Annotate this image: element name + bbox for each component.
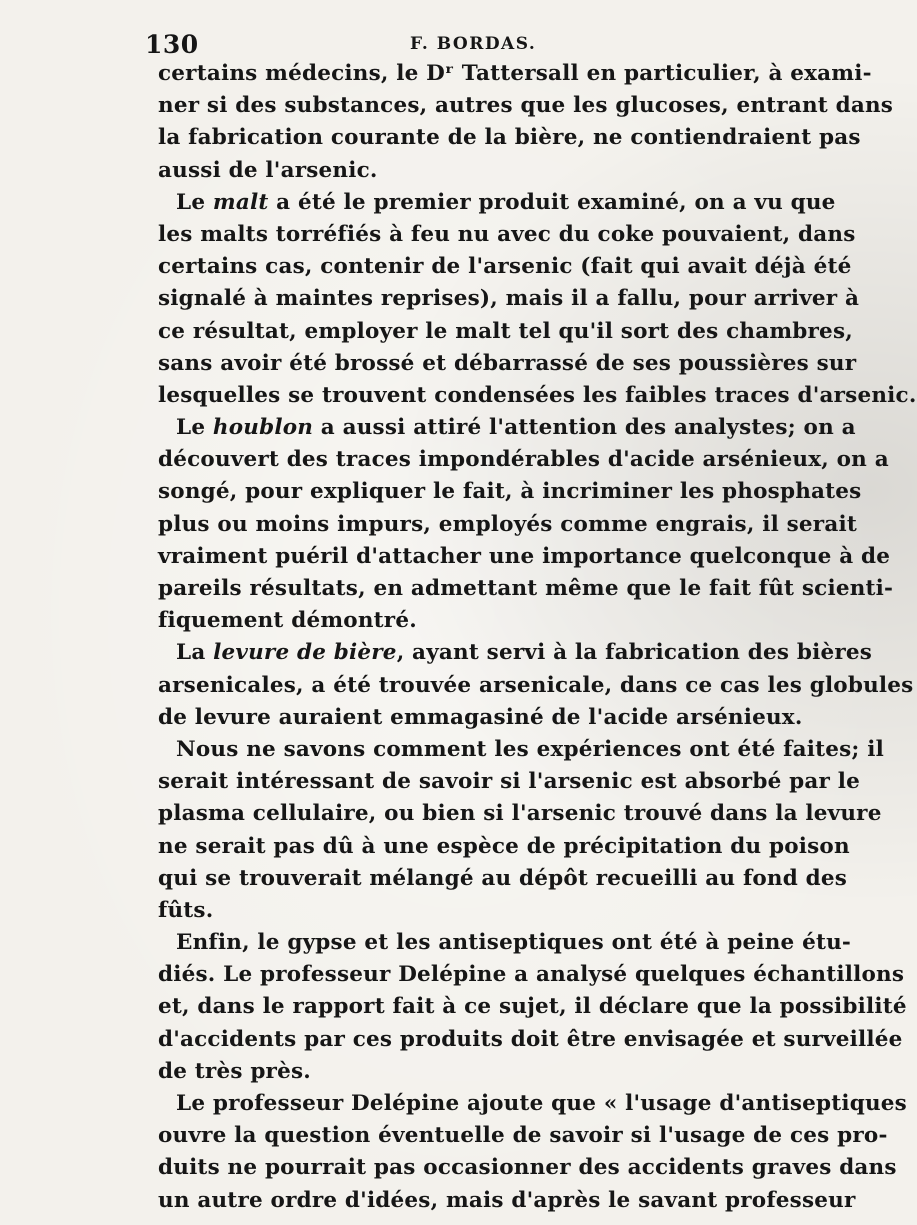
text-line	[158, 991, 907, 1023]
text-line	[158, 1152, 897, 1184]
text-line	[158, 316, 853, 348]
text-run: les malts torréfiés à feu nu avec du coke pouvaient, dans	[158, 221, 856, 247]
italic-term: levure de bière	[213, 640, 397, 666]
text-line	[158, 831, 850, 863]
text-line	[158, 573, 894, 605]
text-line	[158, 380, 917, 412]
text-run: a aussi attiré l'attention des analystes; on a	[313, 415, 856, 441]
text-line	[158, 348, 857, 380]
text-run: diés. Le professeur Delépine a analysé quelques échantillons	[158, 962, 905, 988]
text-line	[158, 863, 848, 895]
text-run: et, dans le rapport fait à ce sujet, il déclare que la possibilité	[158, 994, 907, 1020]
text-line	[158, 637, 873, 669]
text-run: serait intéressant de savoir si l'arsenic est absorbé par le	[158, 769, 860, 795]
text-run: ce résultat, employer le malt tel qu'il sort des chambres,	[158, 318, 853, 344]
text-line	[158, 187, 836, 219]
text-line	[158, 476, 862, 508]
text-run: certains cas, contenir de l'arsenic (fait qui avait déjà été	[158, 254, 852, 280]
running-head: F. BORDAS.	[410, 34, 537, 54]
text-line	[158, 444, 889, 476]
text-line	[158, 122, 861, 154]
text-run: ne serait pas dû à une espèce de précipitation du poison	[158, 833, 850, 859]
text-line	[158, 1024, 903, 1056]
text-run: fiquement démontré.	[158, 608, 417, 634]
text-line	[158, 58, 872, 90]
text-line	[158, 251, 852, 283]
page-number: 130	[145, 30, 199, 59]
text-run: plus ou moins impurs, employés comme engrais, il serait	[158, 511, 857, 537]
text-run: certains médecins, le Dʳ Tattersall en particulier, à exami-	[158, 61, 872, 86]
text-line	[158, 702, 803, 734]
text-run: lesquelles se trouvent condensées les faibles traces d'arsenic.	[158, 382, 917, 408]
text-line	[158, 155, 768, 187]
text-run: a été le premier produit examiné, on a vu que	[268, 189, 836, 215]
text-line	[158, 541, 891, 573]
text-run: Nous ne savons comment les expériences ont été faites; il	[176, 736, 884, 762]
text-line	[158, 412, 856, 444]
text-run: sans avoir été brossé et débarrassé de ses poussières sur	[158, 350, 857, 376]
text-line	[158, 798, 882, 830]
text-run: , ayant servi à la fabrication des bières	[396, 640, 873, 666]
text-run: découvert des traces impondérables d'acide arsénieux, on a	[158, 447, 889, 473]
text-line	[158, 1088, 907, 1120]
text-line	[158, 670, 914, 702]
text-run: ouvre la question éventuelle de savoir si l'usage de ces pro-	[158, 1123, 888, 1149]
text-run: signalé à maintes reprises), mais il a fallu, pour arriver à	[158, 286, 860, 312]
text-run: d'accidents par ces produits doit être envisagée et surveillée	[158, 1026, 903, 1052]
text-line	[158, 734, 884, 766]
text-line	[158, 283, 860, 315]
text-run: un autre ordre d'idées, mais d'après le savant professeur	[158, 1187, 856, 1213]
text-run: Le	[176, 415, 213, 441]
text-run: la fabrication courante de la bière, ne contiendraient pas	[158, 125, 861, 151]
text-run: songé, pour expliquer le fait, à incriminer les phosphates	[158, 479, 862, 505]
text-line	[158, 1120, 888, 1152]
text-line	[158, 509, 857, 541]
text-line	[158, 219, 856, 251]
text-run: pareils résultats, en admettant même que le fait fût scienti-	[158, 576, 894, 601]
text-line	[158, 1185, 856, 1217]
text-run: La	[176, 640, 214, 666]
text-run: Le	[176, 189, 213, 215]
text-run: plasma cellulaire, ou bien si l'arsenic trouvé dans la levure	[158, 801, 882, 827]
text-run: aussi de l'arsenic.	[158, 157, 378, 183]
italic-term: houblon	[212, 415, 314, 441]
text-line	[158, 605, 768, 637]
text-run: arsenicales, a été trouvée arsenicale, dans ce cas les globules	[158, 672, 914, 698]
text-line	[158, 766, 860, 798]
text-run: fûts.	[158, 897, 214, 923]
text-run: vraiment puéril d'attacher une importance quelconque à de	[158, 543, 891, 569]
text-run: ner si des substances, autres que les glucoses, entrant dans	[158, 93, 894, 119]
body-text	[158, 58, 917, 1217]
text-run: de très près.	[158, 1058, 311, 1084]
text-line	[158, 895, 768, 927]
text-run: qui se trouverait mélangé au dépôt recueilli au fond des	[158, 865, 848, 891]
text-line	[158, 927, 852, 959]
text-line	[158, 1056, 768, 1088]
text-run: duits ne pourrait pas occasionner des accidents graves dans	[158, 1155, 897, 1181]
text-run: Le professeur Delépine ajoute que « l'usage d'antiseptiques	[176, 1091, 907, 1116]
text-run: de levure auraient emmagasiné de l'acide arsénieux.	[158, 704, 803, 730]
text-run: Enfin, le gypse et les antiseptiques ont été à peine étu-	[176, 930, 852, 956]
text-line	[158, 90, 894, 122]
italic-term: malt	[212, 189, 269, 215]
text-line	[158, 959, 905, 991]
